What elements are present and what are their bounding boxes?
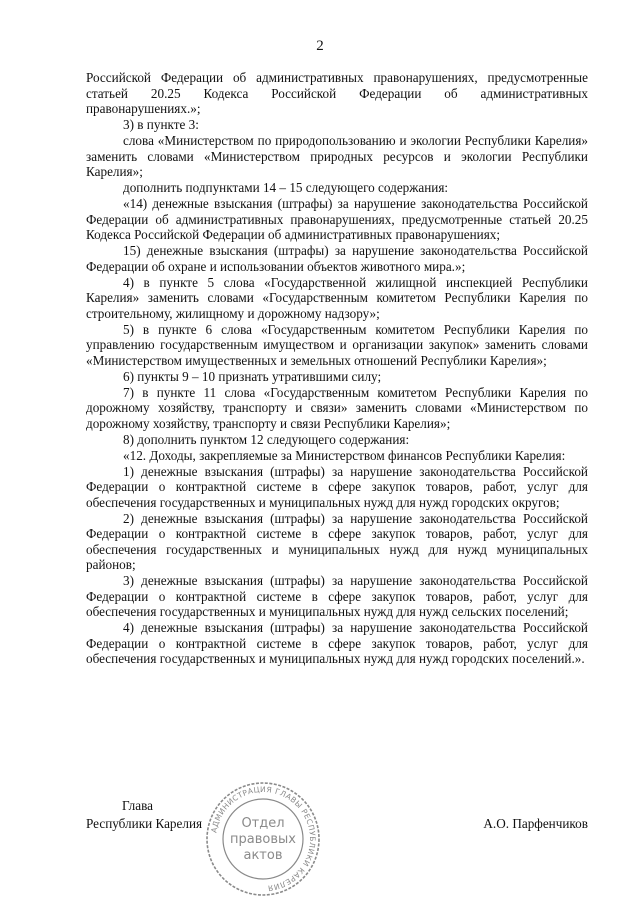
paragraph: 7) в пункте 11 слова «Государственным комитетом Республики Карелия по дорожному хозяйству, транспорту и связи» заменить словами «Министерством по дорожному хозяйству, транспорту и связи Республики Карелия»; (86, 384, 588, 431)
stamp-center-line3: актов (243, 848, 283, 863)
paragraph: слова «Министерством по природопользованию и экологии Республики Карелия» заменить словами «Министерством природных ресурсов и экологии Республики Карелия»; (86, 133, 588, 179)
paragraph: 5) в пункте 6 слова «Государственным комитетом Республики Карелия по управлению государственным имуществом и организации закупок» заменить словами «Министерством имущественных и земельных отношений Республики Карелия»; (86, 321, 588, 368)
page-number: 2 (316, 38, 324, 54)
paragraph: 3) денежные взыскания (штрафы) за нарушение законодательства Российской Федерации о контрактной системе в сфере закупок товаров, работ, услуг для обеспечения государственных и муниципальных нужд для нужд сельских поселений; (86, 573, 588, 619)
paragraph: дополнить подпунктами 14 – 15 следующего содержания: (123, 180, 449, 195)
paragraph: 8) дополнить пунктом 12 следующего содержания: (123, 431, 410, 447)
paragraph: 3) в пункте 3: (123, 117, 199, 132)
document-body (86, 70, 588, 667)
paragraph: 2) денежные взыскания (штрафы) за нарушение законодательства Российской Федерации о контрактной системе в сфере закупок товаров, работ, услуг для обеспечения государственных и муниципальных нужд для нужд муниципальных районов; (86, 510, 588, 572)
paragraph: 15) денежные взыскания (штрафы) за нарушение законодательства Российской Федерации об охране и использовании объектов животного мира.»; (86, 243, 588, 274)
paragraph: «14) денежные взыскания (штрафы) за нарушение законодательства Российской Федерации об административных правонарушениях, предусмотренные статьей 20.25 Кодекса Российской Федерации об административных правонарушениях; (86, 196, 588, 242)
paragraph: 4) денежные взыскания (штрафы) за нарушение законодательства Российской Федерации о контрактной системе в сфере закупок товаров, работ, услуг для обеспечения государственных и муниципальных нужд для нужд городских поселений.». (86, 620, 588, 666)
stamp-ring-text: АДМИНИСТРАЦИЯ ГЛАВЫ РЕСПУБЛИКИ КАРЕЛИЯ (209, 784, 318, 893)
stamp-center-line2: правовых (230, 832, 296, 847)
paragraph: «12. Доходы, закрепляемые за Министерством финансов Республики Карелия: (123, 447, 566, 463)
signature-title-line2: Республики Карелия (86, 816, 203, 831)
stamp-center-line1: Отдел (241, 816, 285, 831)
signature-title-line1: Глава (122, 798, 153, 813)
paragraph: 4) в пункте 5 слова «Государственной жилищной инспекцией Республики Карелия» заменить словами «Государственным комитетом Республики Карелия по строительному, жилищному и дорожному надзору»; (86, 274, 588, 321)
paragraph: 1) денежные взыскания (штрафы) за нарушение законодательства Российской Федерации о контрактной системе в сфере закупок товаров, работ, услуг для обеспечения государственных и муниципальных нужд для нужд городских округов; (86, 463, 588, 510)
paragraph: Российской Федерации об административных правонарушениях, предусмотренные статьей 20.25 Кодекса Российской Федерации об административных правонарушениях.»; (86, 70, 588, 116)
signatory-name: А.О. Парфенчиков (483, 816, 588, 831)
seal-stamp (204, 780, 322, 898)
paragraph: 6) пункты 9 – 10 признать утратившими силу; (123, 368, 382, 384)
